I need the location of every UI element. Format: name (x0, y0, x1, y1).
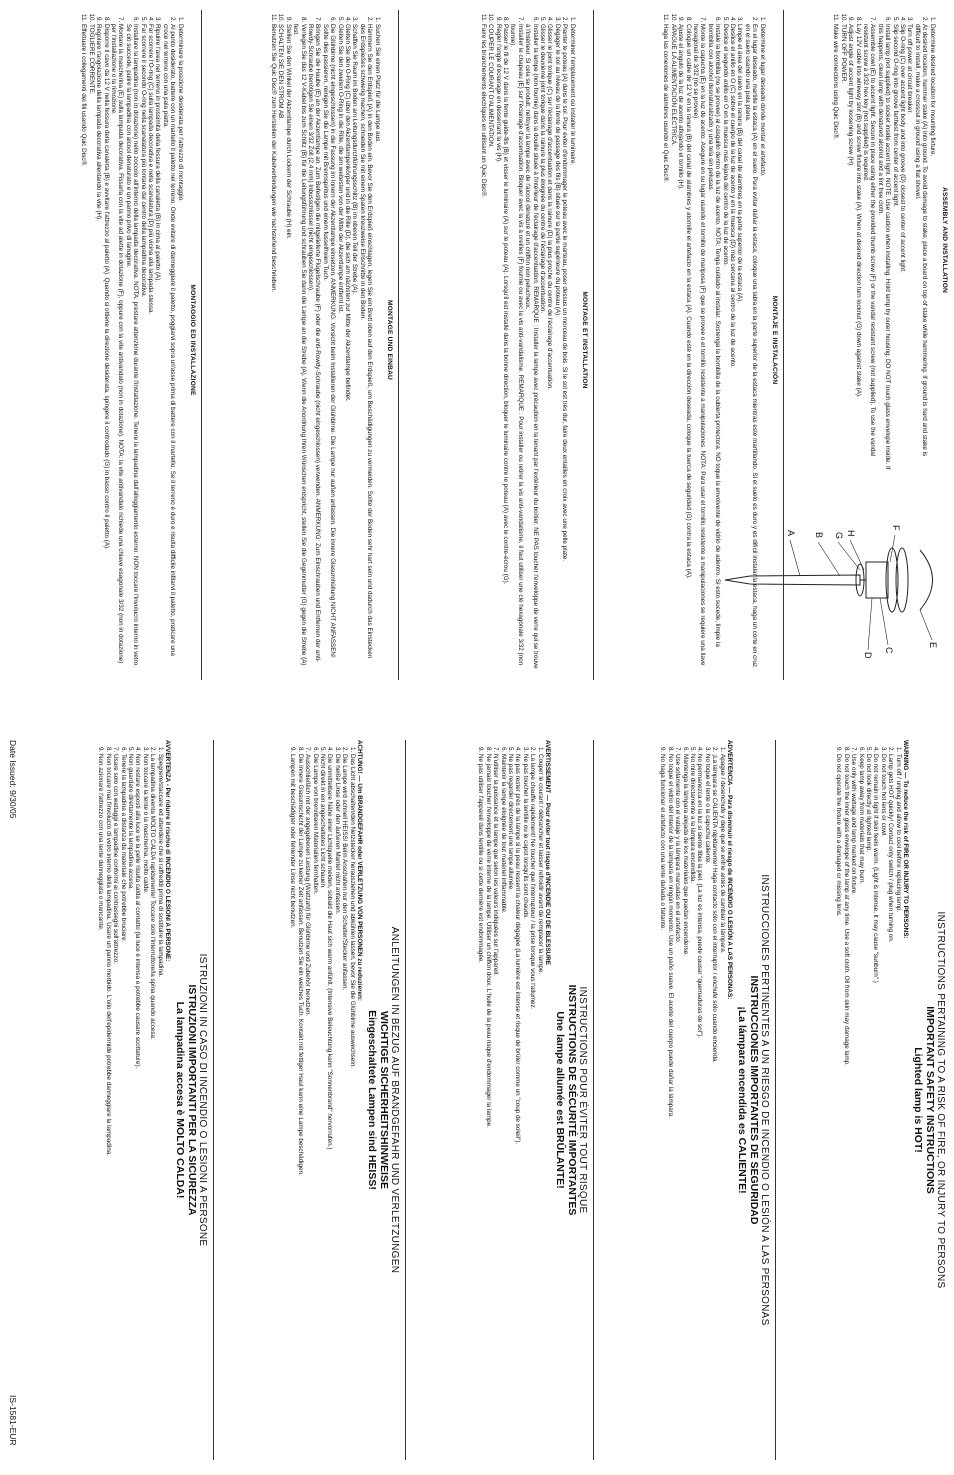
safety-en (835, 740, 946, 1460)
list-item: 3. Dégager le sol au niveau de la fente de passage des fils (B) située sur la partie supérieure du poteau (A). (553, 24, 560, 670)
list-item: 4. Far scorrere l'O-ring (C) sulla lampada decorativa e nella scanalatura (D) più vicina alla lampada stessa. (147, 24, 154, 670)
list-item: 10. APAGUE LA ALIMENTACIÓN ELÉCTRICA. (669, 24, 676, 670)
date-issued: Date Issued: 9/30/05 (8, 740, 18, 819)
list-item: 3. Non toccare la lente o la mascherina, molto calde. (141, 754, 148, 1460)
list-item: 3. Schaffen Sie Raum im Boden am Leitungsdurchführungsschlitz (B) im oberen Teil der Strebe (A). (351, 24, 358, 670)
list-item: 9. Lampen mit beschädigter oder fehlender Linse nicht benutzen. (289, 754, 296, 1460)
safety-de-list (289, 740, 356, 1460)
safety-fr-lead: AVERTISSEMENT — Pour éviter tout risque d'INCENDIE OU DE BLESSURE (544, 740, 551, 965)
list-item: 8. Ne jamais toucher l'enveloppe de verre interne de la lampe. Utiliser un chiffon doux. L'huile de la peau risque d'endommager la lampe. (484, 754, 491, 1460)
list-item: 8. Disporre il cavo da 12 V nella fessura della canaletta (B) e avvitare l'attrezzo al paletto (A). Quando si ottiene la direzione desiderata, spingere il controdado (G) in basso contro il paletto (A). (102, 24, 109, 670)
safety-it-heading: ISTRUZIONI IN CASO DI INCENDIO O LESIONI A PERSONE (197, 953, 208, 1247)
list-item: 2. Die Lampe wird schnell HEISS! Beim Anschalten nur den Schalter/Stecker anfassen. (341, 754, 348, 1460)
safety-it-sub2: La lampadina accesa è MOLTO CALDA! (174, 1001, 186, 1199)
list-item: 7. Monte la capucha (E) en la luz de acento. Asegure en su lugar usando el tornillo de mariposa (F) que se provee o el tornillo resistente a manipulaciones. NOTA: Para usar el tornillo resistente a manipulaciones se requiere una llave hexagonal de 3/32 (no se provee). (692, 24, 707, 670)
list-item: 9. Régler l'angle d'éclairage en desserrant la vis (H). (494, 24, 501, 670)
divider (783, 10, 784, 680)
list-item: 1. Turn off / unplug and allow to cool before replacing lamp. (894, 754, 901, 1460)
list-item: 2. Al punto desiderato, battere con un martello il paletto nel terreno. Onde evitare di danneggiare il paletto, poggiarvi sopra un'asse prima di battere con il martello. Se il terreno è duro e risulta difficile infilarvi il paletto, praticare una croce nel terreno con una pala piatta. (161, 24, 176, 670)
list-item: 11. Benutzen Sie Quic Disc® zum Herstellen der Kabelverbindungen wie nachstehend beschrieben. (270, 24, 277, 670)
list-item: 7. Use solamente con el vatiaje y la lámpara marcadas en el artefacto. (674, 754, 681, 1460)
diagram-label-e: E (928, 642, 938, 649)
list-item: 6. Tenere la lampadina a distanza da materiale che potrebbe bruciare. (119, 754, 126, 1460)
safety-es-heading: INSTRUCCIONES PERTINENTES A UN RIESGO DE INCENDIO O LESIÓN A LAS PERSONAS (759, 874, 770, 1326)
diagram-label-b: B (814, 532, 824, 539)
list-item: 6. Install lamp (not supplied) to socket inside accent light. NOTE: Use caution when installing. Hold lamp by outer housing. DO NOT touch glass envelope inside. If this happens, clean lamp with denatured alcohol and a lint free cloth. (876, 24, 891, 470)
safety-en-sub2: Lighted lamp is HOT! (912, 1047, 924, 1153)
list-item: 3. Turn off power at circuit breaker. (906, 24, 913, 470)
assembly-es-title: MONTAJE E INSTALACIÓN (771, 295, 778, 385)
list-item: 5. Do not look directly at lighted lamp. (865, 754, 872, 1460)
list-item: 10. TOGLIERE CORRENTE. (87, 24, 94, 670)
list-item: 3. No toque el lente o la capucha caliente. (703, 754, 710, 1460)
list-item: 3. Ne pas toucher la lentille ou le capot lorsqu'ils sont chauds. (521, 754, 528, 1460)
list-item: 10. TURN OFF POWER. (839, 24, 846, 470)
list-item: 11. Effettuare i collegamenti dei fili usando Quic Disc®. (80, 24, 87, 670)
list-item: 1. Suchen Sie einen Platz für die Lampe aus. (373, 24, 380, 670)
safety-en-heading: INSTRUCTIONS PERTAINING TO A RISK OF FIRE, OR INJURY TO PERSONS (935, 911, 946, 1289)
safety-es-list (659, 740, 726, 1460)
list-item: 9. Ajuste el ángulo de la luz de acento aflojando el tornillo (H). (677, 24, 684, 670)
safety-fr-sub1: INSTRUCTIONS DE SÉCURITÉ IMPORTANTES (566, 984, 578, 1216)
safety-de-sub1: WICHTIGE SICHERHEITSHINWEISE (378, 1011, 390, 1189)
safety-de-heading: ANLEITUNGEN IN BEZUG AUF BRANDGEFAHR UND VERLETZUNGEN (389, 926, 400, 1274)
safety-es (659, 740, 770, 1460)
list-item: 4. Glisser le joint torique (C) sur l'éclairage d'accentuation et dans la rainure (D) la plus proche du centre de l'éclairage d'accentuation. (546, 24, 553, 670)
list-item: 6. Keep lamp away from materials that may burn. (857, 754, 864, 1460)
list-item: 9. No haga funcionar el artefacto con una lente dañada o faltante. (659, 754, 666, 1460)
list-item: 7. Ausschließlich mit der angegebenen Leistung (Wattzahl) für Glühbirne und Zubehör benutzen. (304, 754, 311, 1460)
list-item: 5. Gleiten Sie den zweiten O-Ring in die Rille, die am weitesten von der Mitte der Akzentlampe entfernt ist. (336, 24, 343, 670)
list-item: 11. Faire les branchements électriques en utilisant un Quic Disc®. (479, 24, 486, 670)
assembly-de (270, 10, 394, 670)
list-item: 2. Hämmern Sie den Erdspieß (A) in den Boden ein. Bevor Sie den Erdspieß einschlagen, legen Sie ein Brett oben auf den Erdspieß, um Beschädigungen zu vermeiden. Sollte der Boden sehr hart sein und dadurch das Einstecken des Erdspießes schwierig machen, schneiden Sie mit einem Spaten kreuzweise Einschnitte in den Boden. (358, 24, 373, 670)
list-item: 4. Deslice el anillo en O (C) sobre el cuerpo de la luz de acento y en la muesca (D) más cercana al centro de la luz de acento. (729, 24, 736, 670)
list-item: 6. Die Glühbirne (nicht eingeschlossen) in die Fassung im Innern der Akzentlampe einsetzen. ANMERKUNG: Vorsicht beim Installieren der Glühbirne. Die Lampe nur außen anfassen. Die innere Glasumhüllung NICHT ANFASSEN! Sollte dies passieren, reinigen Sie die Lampe mit Brennspiritus und einem fusselfreien Tuch. (321, 24, 336, 670)
list-item: 9. Regolare l'angolazione della lampada decorativa allentando la vite (H). (95, 24, 102, 670)
list-item: 2. La lampe chauffe rapidement! Ne toucher que l'interrupteur / la prise lorsque vous l'allumez. (529, 754, 536, 1460)
list-item: 4. Gleiten Sie den O-Ring (C) über den Akzentlampenkörper und in die Rille (D), die sich am nächsten zur Mitte der Akzentlampe befindet. (344, 24, 351, 670)
document-code: IS-1581-EUR (8, 1395, 18, 1446)
cowl-shape (920, 550, 933, 610)
safety-en-lead: WARNING — To reduce the risk of FIRE OR INJURY TO PERSONS: (902, 740, 909, 939)
divider (213, 740, 214, 1460)
list-item: 7. Usare solo con wattaggi e lampadine conformi ai contrassegni sull'attrezzo. (112, 754, 119, 1460)
divider (775, 740, 776, 1460)
list-item: 6. Installare la lampadina (non in dotazione) nello zoccolo all'interno della lampada decorativa. NOTA: prestare attenzione durante l'installazione. Tenere la lampadina dall'alloggiamento esterno. NON toccare l'involucro interno in vetro. Se ciò succede, pulire la lampadina con alcool denaturato e un panno privo di lanugine. (124, 24, 139, 670)
list-item: 1. Couper le courant / débrancher et laisser refroidir avant de remplacer la lampe. (536, 754, 543, 1460)
list-item: 3. Die heiße Linse oder den äußeren Mantel nicht anfassen. (333, 754, 340, 1460)
diagram-label-a: A (786, 530, 796, 537)
list-item: 5. Glisser le deuxième joint torique dans la rainure la plus éloignée du centre de l'éclairage d'accentuation. (539, 24, 546, 670)
list-item: 7. Montare la mascherina (E) sulla lampada decorativa. Fissarla con la vite ad alette in dotazione (F), oppure con la vite antivandalo (non in dotazione). NOTA: la vite antivandalo richiede una chiave esagonale 3/32 (non in dotazione) per l'installazione o la rimozione. (110, 24, 125, 670)
diagram-label-f: F (891, 525, 901, 531)
list-item: 2. En el lugar deseado, martille la estaca (A) en el suelo. Para evitar dañar la estaca, coloque una tabla en la parte superior de la estaca mientras esté martillando. Si el suelo es duro y es difícil instalar la estaca, haga un corte en cruz en el suelo usando una pala plana. (743, 24, 758, 670)
assembly-en-title: ASSEMBLY AND INSTALLATION (941, 187, 948, 293)
diagram-label-h: H (846, 530, 856, 537)
diagram-label-g: G (834, 532, 844, 540)
list-item: 5. Nicht direkt in ein angeschaltetes Licht schauen. (319, 754, 326, 1460)
list-item: 8. Verlegen Sie das 12 V-Kabel bis zum Schlitz (B) für die Leitungsführung und schrauben Sie dann die Lampe an die Strebe (A). Wenn die Anordnung Ihren Wünschen entspricht, stellen Sie die Gegenmutter (G) gegen die Strebe (A) fest. (292, 24, 307, 670)
diagram-label-d: D (863, 652, 873, 659)
diagram-label-c: C (884, 647, 894, 654)
list-item: 1. Determine desired location for mounting fixture. (928, 24, 935, 470)
list-item: 11. Haga las conexiones de alambres usando el Quic Disc®. (662, 24, 669, 670)
safety-es-lead: ADVERTENCIA — Para disminuir el riesgo de INCENDIO O LESIÓN A LAS PERSONAS: (726, 740, 733, 1000)
list-item: 6. Mantenga la lámpara alejada de los materiales que puedan encenderse. (681, 754, 688, 1460)
assembly-it-title: MONTAGGIO ED INSTALLAZIONE (189, 284, 196, 396)
list-item: 1. Apague / desenchufe y deje que se enfríe antes de cambiar la lámpara. (718, 754, 725, 1460)
list-item: 7. Bringen Sie die Haube (E) an der Akzentlampe an. Zum Befestigen die mitgelieferte Flügelschraube (F) oder die anti-Rowdy-Schraube (nicht eingeschlossen) verwenden. ANMERKUNG: Zum Einschrauben und Entfernen der anti-Rowdy-Schraube benötigen Sie einen 3/32 Zoll (2,4 mm) Inbusschlüssel (nicht eingeschlossen). (307, 24, 322, 670)
list-item: 4. Die unmittelbare Nähe einer Lichtquelle meiden, sobald die Haut sich warm anfühlt. (Intensive Beleuchtung kann "Sonnenbrand" hervorrufen.) (326, 754, 333, 1460)
center-divider (0, 700, 954, 701)
list-item: 10. COUPER LE COURANT D'ALIMENTATION. (487, 24, 494, 670)
safety-fr-list (477, 740, 544, 1460)
divider (201, 10, 202, 680)
list-item: 5. Far scorrere il secondo O-ring nella scanalatura più lontana dal centro della lampadina decorativa. (139, 24, 146, 670)
safety-it (97, 740, 208, 1460)
list-item: 1. Spegnere/staccare ed attendere che si raffreddi prima di sostituire la lampadina. (156, 754, 163, 1460)
list-item: 9. Stellen Sie den Winkel der Akzentlampe durch Lockern der Schraube (H) ein. (284, 24, 291, 670)
assembly-it (80, 10, 196, 670)
list-item: 2. Lamp gets HOT quickly! Contact only switch / plug when turning on. (887, 754, 894, 1460)
list-item: 4. Do not remain in light if skin feels warm. (Light is intense, it may cause "sunburn".) (872, 754, 879, 1460)
list-item: 3. Ripulire l'area nel terreno in prossimità della fessura della canaletta (B) in cima al paletto (A). (154, 24, 161, 670)
divider (405, 740, 406, 1460)
list-item: 9. Adjust angle of accent light by loosening screw (H). (847, 24, 854, 470)
assembly-it-steps (80, 10, 184, 670)
safety-de-lead: ACHTUNG! — Um BRANDGEFAHR oder VERLETZUNG VON PERSONEN zu reduzieren: (356, 740, 363, 1001)
list-item: 4. Non restare esposti alla luce se la pelle risulta calda al contatto (la luce è intensa e potrebbe causare scottature). (134, 754, 141, 1460)
list-item: 6. Installer la lampe (non fournie) dans la douille située à l'intérieur de l'éclairage d'accentuation. REMARQUE : Installer la lampe avec précaution en la tenant par l'extérieur du boîtier. NE PAS toucher l'enveloppe de verre qui se trouve à l'intérieur. Si cela se produit, nettoyer la lampe avec de l'alcool dénaturé et un chiffon non pelucheux. (524, 24, 539, 670)
list-item: 2. Planter le poteau (A) dans le sol. Pour éviter d'endommager le poteau avec le marteau, poser dessus un morceau de bois. Si le sol est très dur, faire deux entailles en croix avec une pelle plate. (561, 24, 568, 670)
list-item: 8. Passer le fil de 12 V dans la fente guide-fils (B) et visser le luminaire (A) sur le poteau (A). Lorsqu'il est installé dans la bonne direction, bloquer le luminaire contre le poteau (A) avec le contre-écrou (G). (502, 24, 509, 670)
list-item: 9. Do not operate the fixture with a damaged or missing lens. (835, 754, 842, 1460)
safety-de (289, 740, 400, 1460)
list-item: 8. Die innere Glasumschicht der Lampe zu keiner Zeit anfassen. Benutzen Sie ein weiches Tuch. Kontakt mit fettiger Haut kann eine Lampe beschädigen. (296, 754, 303, 1460)
assembly-de-steps (270, 10, 381, 670)
list-item: 2. ¡La lámpara se CALIENTA rápidamente! Haga contacto sólo con el interruptor / enchufe sólo cuando encienda. (711, 754, 718, 1460)
list-item: 7. N'utiliser la puissance et la lampe que selon les valeurs indiquées sur l'appareil. (492, 754, 499, 1460)
divider (398, 10, 399, 680)
safety-en-list (835, 740, 902, 1460)
safety-fr-heading: INSTRUCTIONS POUR ÉVITER TOUT RISQUE (577, 986, 588, 1214)
list-item: 1. Determine el lugar deseado donde montar el artefacto. (758, 24, 765, 670)
list-item: 8. Non toccare mai l'involucro di vetro interno della lampadina. Usare un panno morbido. L'olio dell'epidermide potrebbe danneggiare la lampadina. (104, 754, 111, 1460)
list-item: 1. Déterminer l'emplacement où installer le luminaire. (568, 24, 575, 670)
list-item: 6. Die Lampe von brennbaren Materialien fernhalten. (311, 754, 318, 1460)
assembly-fr-steps (479, 10, 575, 670)
safety-de-sub2: Eingeschaltete Lampen sind HEISS! (366, 1010, 378, 1190)
safety-it-lead: AVVERTENZA - Per ridurre il rischio di INCENDIO O LESIONI A PERSONE: (164, 740, 171, 962)
list-item: 8. No toque el vidrio del interior de la lámpara en ningún momento. Use un paño suave. El aceite del cuerpo puede dañar la lámpara. (666, 754, 673, 1460)
list-item: 8. Do not touch the inner glass envelope of the lamp at any time. Use a soft cloth. Oil from skin may damage lamp. (842, 754, 849, 1460)
safety-es-sub1: INSTRUCCIONES IMPORTANTES DE SEGURIDAD (748, 975, 760, 1225)
list-item: 4. Slip O-ring (C) over accent light body and into groove (D) closest to center of accent light. (899, 24, 906, 470)
assembly-es-steps (662, 10, 766, 670)
list-item: 5. Ne pas regarder directement une lampe allumée. (507, 754, 514, 1460)
list-item: 3. Limpie el área del suelo en la ranura (B) del canal de alambres en la parte superior de la estaca (A). (736, 24, 743, 670)
list-item: 6. Maintenir la lampe éloignée de tout matériel inflammable. (499, 754, 506, 1460)
assembly-en-steps (832, 10, 936, 470)
list-item: 9. Non azionare l'attrezzo con una lente danneggiata o mancante. (97, 754, 104, 1460)
list-item: 5. Deslice el segundo anillo en O en la muesca más lejana del centro de la luz de acento. (721, 24, 728, 670)
safety-fr-sub2: Une lampe allumée est BRÛLANTE! (554, 1011, 566, 1189)
assembly-de-title: MONTAGE UND EINBAU (386, 299, 393, 381)
lamp-body-shape (866, 562, 888, 598)
list-item: 2. At desired location, hammer stake (A) into ground. To avoid damage to stake, place a board on top of stake while hammering. If ground is hard and stake is difficult to install, make a crosscut in ground using a flat shovel. (913, 24, 928, 470)
list-item: 8. Lay 12V cable into wireway slot (B) and screw fixture into stake (A). When at desired direction turn locknut (G) down against stake (A). (854, 24, 861, 470)
list-item: 7. Assemble cowl (E) to accent light. Secure in place using either the provided thumb screw (F) or the vandal resistant screw (not supplied). To use the vandal resistant screw a 3/32 hex key (not supplied) is required. (862, 24, 877, 470)
safety-it-list (97, 740, 164, 1460)
list-item: 5. Non guardare direttamente la lampadina accesa. (127, 754, 134, 1460)
list-item: 7. Installer le chapeau (E) sur l'éclairage d'accentuation. Bloquer avec la vis à oreilles (F) fournie ou avec la vis anti-vandalisme. REMARQUE : Pour installer ou retirer la vis anti-vandalisme, il faut utiliser une clé hexagonale 3/32 (non fournie). (509, 24, 524, 670)
list-item: 7. Use only with wattage and lamp marked on fixture. (850, 754, 857, 1460)
divider (593, 740, 594, 1460)
safety-es-sub2: ¡La lámpara encendida es CALIENTE! (736, 1006, 748, 1194)
list-item: 3. Do not touch hot lens or cowl. (879, 754, 886, 1460)
safety-fr (477, 740, 588, 1460)
list-item: 1. Das Licht abschalten/den Netzstecker herausziehen und abkühlen lassen, bevor Sie die Glühbirne auswechseln. (348, 754, 355, 1460)
assembly-en (832, 10, 948, 470)
list-item: 5. No mire directamente a la lámpara encendida. (689, 754, 696, 1460)
list-item: 10. SCHALTEN SIE DEN STROM AB. (277, 24, 284, 670)
assembly-fr-title: MONTAGE ET INSTALLATION (581, 291, 588, 389)
list-item: 2. La lampadina diventa MOLTO CALDA rapidamente! Toccare solo l'interruttore/la spina quando accesa. (149, 754, 156, 1460)
assembly-es (662, 10, 778, 670)
list-item: 9. Ne pas utiliser l'appareil dans lentille ou si cette dernière est endommagée. (477, 754, 484, 1460)
list-item: 5. Slip second O-ring into groove farthest from center of accent light. (891, 24, 898, 470)
list-item: 4. Ne pas rester près de la lampe si la peau ressent la chaleur dégagée (La lumière est intense et risque de brûler comme un "coup de soleil"). (514, 754, 521, 1460)
list-item: 6. Instale la bombilla (no se provee) al casquillo dentro de la luz de acento. NOTA: Tenga cuidado al instalar. Sostenga la bombilla de la cubierta protectora. NO toque la envolvente de vidrio de adentro. Si esto sucede, limpie la bombilla con alcohol desnaturalizado y una tela sin pelusas. (706, 24, 721, 670)
assembly-fr (479, 10, 588, 670)
safety-en-sub1: IMPORTANT SAFETY INSTRUCTIONS (924, 1006, 936, 1194)
list-item: 1. Determinare la posizione desiderata per l'attrezzo di montaggio. (176, 24, 183, 670)
list-item: 11. Make wire connections using Quic Disc®. (832, 24, 839, 470)
safety-it-sub1: ISTRUZIONI IMPORTANTI PER LA SICUREZZA (186, 984, 198, 1216)
divider (593, 10, 594, 680)
list-item: 8. Coloque un cable de 12 V en la ranura (B) del canal de alambres y atornille el artefacto en la estaca (A). Cuando esté en la dirección deseada, coloque la tuerca de seguridad (G) contra la estaca (A). (684, 24, 691, 670)
list-item: 4. No permanezca en la luz si siente tibia la piel. (La luz es intensa, puede causar "quemaduras de sol"). (696, 754, 703, 1460)
